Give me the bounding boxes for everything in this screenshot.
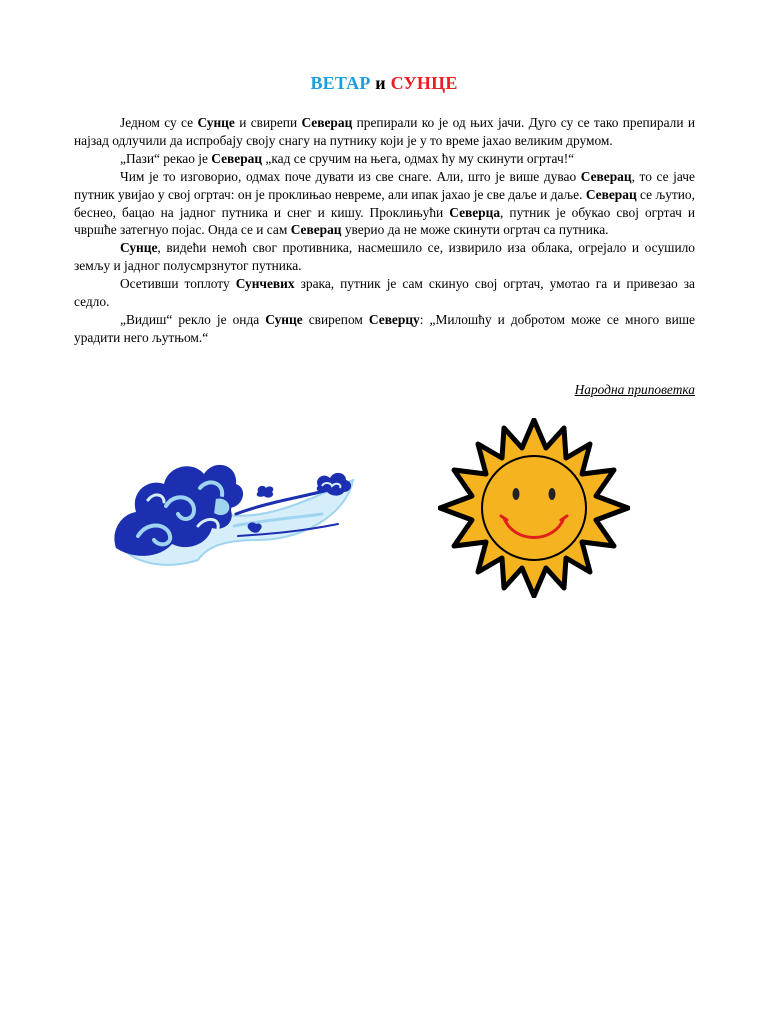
wind-cloud-icon	[108, 440, 360, 575]
story-source: Народна приповетка	[574, 382, 695, 397]
title-word-and: и	[375, 73, 386, 93]
paragraph-5: Осетивши топлоту Сунчевих зрака, путник је сам скинуо свој огртач, умотао га и привезао за седло.	[74, 276, 695, 310]
paragraph-6: „Видиш“ рекло је онда Сунце свирепом Северцу: „Милошћу и добротом може се много више урадити него љутњом.“	[74, 311, 695, 345]
title-word-wind: ВЕТАР	[310, 73, 371, 93]
story-body	[74, 114, 695, 347]
paragraph-2: „Пази“ рекао је Северац „кад се сручим на њега, одмах ћу му скинути огртач!“	[120, 150, 575, 166]
paragraph-3: Чим је то изговорио, одмах поче дувати из све снаге. Али, што је више дувао Северац, то се јаче путник увијао у свој огртач: он је проклињао невреме, али ипак јахао је све даље и даље. Северац се љутио, беснео, бацао на јадног путника и снег и кишу. Проклињући Северца, путник је обукао свој огртач и чвршће затегнуо појас. Онда се и сам Северац уверио да не може скинути огртач са путника.	[74, 168, 695, 238]
paragraph-4: Сунце, видећи немоћ свог противника, насмешило се, извирило иза облака, огрејало и осушило земљу и јадног полусмрзнутог путника.	[74, 240, 695, 274]
paragraph-1: Једном су се Сунце и свирепи Северац препирали ко је од њих јачи. Дуго су се тако препирали и најзад одлучили да испробају своју снагу на путнику који је у то време јахао великим друмом.	[74, 115, 695, 148]
story-title	[0, 73, 768, 94]
title-word-sun: СУНЦЕ	[390, 73, 458, 93]
smiling-sun-icon	[438, 418, 630, 598]
